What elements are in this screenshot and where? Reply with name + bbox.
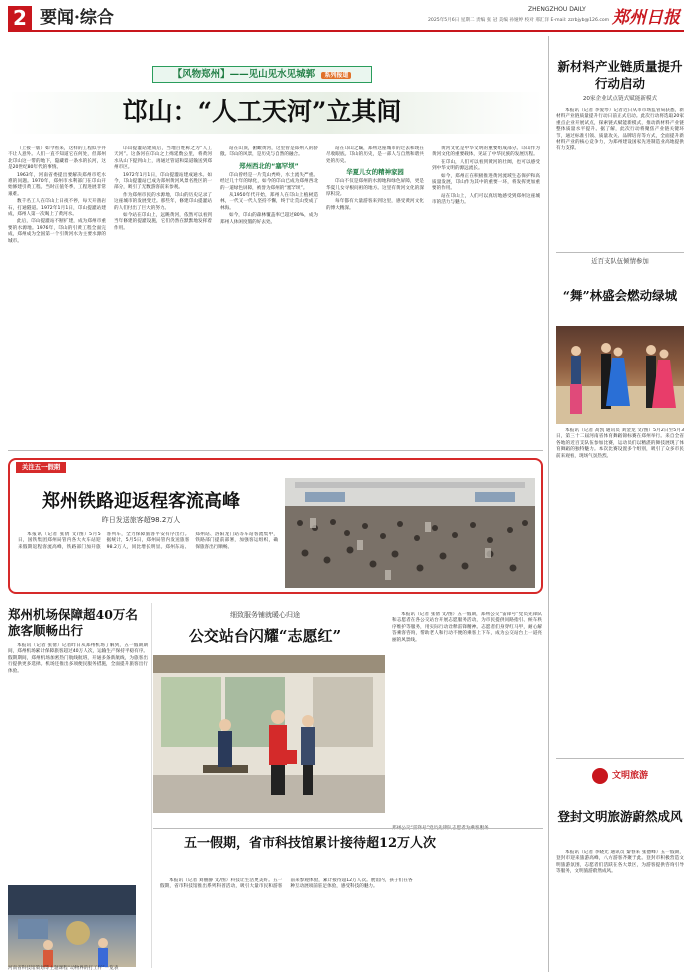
main-article-col-5: [432, 146, 540, 446]
badge-label: 文明旅游: [612, 771, 649, 781]
paragraph: 本报讯（记者 张倩）记者昨日从郑州机场了解到，五一假期期间，郑州机场累计保障旅客超过40万人次，运输生产保持平稳有序。假期期间，郑州机场加密热门航线航班，开通多条新航线，为旅客出行提供更多选择。机场还推出多项便民服务措施，全面提升旅客出行体验。: [8, 643, 148, 674]
page-number: 2: [8, 6, 32, 30]
section-title: 要闻·综合: [40, 8, 114, 28]
page-header: [8, 6, 684, 32]
newspaper-logo: 郑州日报: [612, 8, 680, 28]
science-museum-illustration: [8, 885, 136, 967]
paper-name: ZHENGZHOU DAILY: [528, 6, 586, 13]
industry-subheadline: 20家企业试点链式赋能新模式: [582, 96, 658, 102]
paragraph: 站在邙山之巅，郑州这座城市的过去和现在尽收眼底。邙山的历史，是一部人与自然和谐共处的历史。: [326, 146, 424, 164]
paragraph: 黄河文化是中华文明的重要组成部分。邙山作为黄河文化的重要载体，见证了中华民族的发展历程。: [432, 146, 540, 158]
bus-article: [392, 612, 542, 822]
dancers-illustration: [556, 326, 684, 424]
station-crowd-photo: [285, 478, 535, 588]
industry-headline: 新材料产业链质量提升行动启动: [557, 59, 683, 91]
tourism-article: [556, 850, 684, 968]
paragraph: 邙山不仅是郑州的水源地和绿色屏障，更是华夏儿女寻根问祖的地方。这里有黄河文化的深厚积淀。: [326, 179, 424, 198]
issue-info: 2025年5月6日 星期二 责编 张 冠 美编 孙娅婷 校对 邢汇洋 E-mail: zzrbjyb@126.com: [428, 18, 610, 23]
paragraph: 如今，郑州正在积极推进黄河流域生态保护和高质量发展，邙山作为其中的重要一环，将发挥更加重要的作用。: [432, 173, 540, 192]
railway-article: [18, 532, 278, 588]
bus-photo-caption: [392, 826, 542, 832]
dance-photo: [556, 326, 684, 424]
paragraph: 本报讯（记者 李爱琴）记者近日从市市场监管局获悉，新材料产业链质量提升行动日前正式启动。此次行动将选取20家重点企业开展试点，探索链式赋能新模式，推动新材料产业链整体质量水平提升。据了解，此次行动将聚焦产业链关键环节，通过标准引领、质量攻关、品牌培育等方式，全面提升新材料产业的核心竞争力，为郑州建设国家先进制造业高地提供有力支撑。: [556, 108, 684, 152]
paragraph: 1972年1月1日，邙山提灌站建成通水。如今，邙山提灌站已成为郑州黄河风景名胜区的一部分，吸引了无数游客前来参观。: [114, 172, 212, 191]
column-divider: [151, 603, 152, 968]
science-museum-headline: 五一假期，省市科技馆累计接待超12万人次: [183, 836, 437, 851]
station-crowd-illustration: [285, 478, 535, 588]
paragraph: 如今，邙山的森林覆盖率已超过80%，成为郑州人休闲度假的好去处。: [220, 213, 318, 225]
paragraph: （上接一版）如今看来，这样的工程似乎并不让人意外。人们一直不知道它在何处，但郑州北邙山这一带的地下，隐藏着一条水的长河，这是20世纪80年代的事情。: [8, 146, 106, 171]
section-divider: [8, 450, 543, 451]
series-kicker: [152, 66, 372, 83]
paragraph: 如今站在邙山上，远眺黄河，依然可以看到当年修建的提灌设施，它们仍然在默默地发挥着作用。: [114, 213, 212, 231]
paragraph: 邙山提灌站建成后，当地百姓称之为“人工天河”。这条河在邙山之上绵延数公里，将黄河水从山下提到山上，再通过管道和渠道输送到郑州市区。: [114, 146, 212, 171]
paragraph: 本报讯（记者 刘丽静 文/图）科技让生活更美好。五一假期，省市科技馆推出系列科普活动，吸引大量市民和游客前来参观体验，累计接待超12万人次。展馆内，孩子们在各种互动展项前驻足体验，感受科技的魅力。: [160, 878, 413, 890]
paragraph: 站在山顶，俯瞰黄河，这里曾是郑州人的骄傲。邙山的风景，是历史与自然的融合。: [220, 146, 318, 158]
paragraph: 1963年，河南省委提出要解决郑州市吃水难的问题。1970年，郑州市水利部门在邙山开始修建引黄工程。当时正值冬季，工程进展非常艰难。: [8, 172, 106, 197]
series-tag: 系列报道: [321, 72, 351, 79]
paragraph: 邙山曾经是一片荒山秃岭，水土流失严重。经过几十年的绿化，如今的邙山已成为郑州西北的一道绿色屏障，被誉为郑州的“塞罕坝”。: [220, 172, 318, 191]
dance-article: [556, 428, 684, 753]
column-divider: [548, 36, 549, 972]
subheading: 华夏儿女的精神家园: [346, 168, 404, 177]
paragraph: 此后，邙山提灌站不断扩建，成为郑州市重要的水源地。1976年，邙山的引黄工程全面完成，郑州成为全国第一个引黄河水为主要水源的城市。: [8, 219, 106, 244]
section-divider: [556, 252, 684, 253]
bus-headline: 公交站台闪耀“志愿红”: [188, 627, 342, 645]
paragraph: 本报讯（记者 李晓光 通讯员 秦春来 张德峰）五一假期，登封市迎来旅游高峰，八方游客齐聚于此。登封市积极营造文明旅游氛围，志愿者们活跃在各大景区，为游客提供咨询引导等服务，文明旅游蔚然成风。: [556, 850, 684, 875]
railway-headline: 郑州铁路迎返程客流高峰: [42, 491, 240, 512]
badge-icon: [592, 768, 608, 784]
railway-subheadline: 昨日发送旅客超98.2万人: [101, 516, 181, 524]
airport-headline: 郑州机场保障超40万名旅客顺畅出行: [8, 607, 138, 638]
main-article-col-4: [326, 146, 424, 446]
paragraph: 从1950年代开始，郑州人在邙山上植树造林，一代又一代人坚持不懈，终于让荒山变成了林海。: [220, 193, 318, 211]
bus-stop-volunteer-photo: [153, 655, 385, 813]
paragraph: 站在邙山上，人们可以真切地感受到郑州这座城市的活力与魅力。: [432, 193, 540, 206]
main-headline: 邙山：“人工天河”立其间: [122, 97, 402, 126]
industry-article: [556, 108, 684, 248]
science-photo-caption: 河南省科技馆策划等主题课程“动物界的打工仔”一览表: [8, 966, 119, 971]
paragraph: 作为郑州市民的水源地，邙山的历史记录了这座城市的发展变迁。那些年，修建邙山提灌站的人们付出了巨大的努力。: [114, 192, 212, 211]
paragraph: 本报讯（记者 高凯 通讯员 刘金龙 文/图）5月2日至5月3日，第三十二届河南省体育舞蹈锦标赛在郑州举行。来自全省各地的近百支队伍参加比赛，运动员们以精湛的舞技展现了体育舞蹈的独特魅力。本次比赛设置多个组别，吸引了众多市民前来观看，现场气氛热烈。: [556, 428, 684, 459]
section-divider: [556, 758, 684, 759]
subheading: 郑州西北的“塞罕坝”: [239, 161, 299, 170]
paragraph: 数千名工人在邙山上日夜不停，每天开凿岩石，打通隧道。1972年1月1日，邙山提灌站建成，郑州人第一次喝上了黄河水。: [8, 199, 106, 218]
main-article-col-2: [114, 146, 212, 446]
main-article-col-3: [220, 146, 318, 446]
science-article: [160, 878, 543, 968]
dance-kicker: 近百支队伍倾情参加: [591, 257, 649, 265]
main-article-col-1: [8, 146, 106, 446]
paragraph: 每年都有大量游客来到这里，感受黄河文化的博大精深。: [326, 199, 424, 211]
series-kicker-text: 【风物郑州】——见山见水见城郭: [172, 69, 316, 80]
paragraph: 本报讯（记者 张倩 文/图）五一假期，郑州公交“雷锋号”党员先锋队和志愿者在各公交站台开展志愿服务活动，为市民提供问路指引、候车秩序维护等服务，用实际行动诠释雷锋精神。志愿者们身穿红马甲，耐心解答乘客咨询，帮助老人和行动不便的乘客上下车，成为公交站台上一道亮丽的风景线。: [392, 612, 542, 643]
civilized-tourism-badge: [592, 768, 652, 784]
paragraph: 在邙山，人们可以看到黄河的壮阔，也可以感受到中华文明的源远流长。: [432, 159, 540, 172]
bus-stop-illustration: [153, 655, 385, 813]
science-museum-photo: [8, 885, 136, 967]
topic-tag: 关注五一假期: [16, 462, 66, 473]
section-divider: [153, 828, 543, 829]
bus-kicker: 细致服务铺就暖心归途: [230, 611, 300, 619]
paragraph: 本报讯（记者 张倩 文/图）5月5日，国铁集团郑州局管内各大火车站迎来假期返程客流高峰，铁路部门加开旅客列车，全力保障旅客平安有序出行。据统计，5月5日，郑州局管内发送旅客98.2万人，同比增长明显。郑州东站、郑州站、洛阳龙门站等车站客流集中，铁路部门提前部署，加强客运组织，确保旅客出行顺畅。: [18, 532, 278, 550]
tourism-headline: 登封文明旅游蔚然成风: [557, 809, 683, 824]
dance-headline: “舞”林盛会燃动绿城: [562, 288, 678, 303]
